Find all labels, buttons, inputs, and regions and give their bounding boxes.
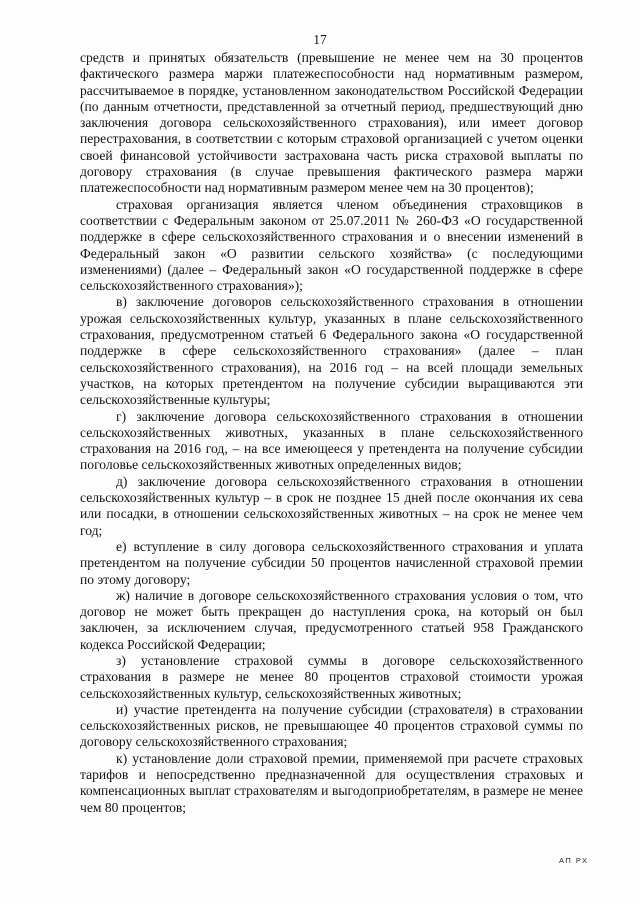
paragraph-item-k: к) установление доли страховой премии, применяемой при расчете страховых тарифов и непосредственно предназначенной для осуществления страховых и компенсационных выплат страхователям и выгодоприобретателям, в размере не менее чем 80 процентов; — [80, 750, 583, 815]
paragraph-item-i: и) участие претендента на получение субсидии (страхователя) в страховании сельскохозяйственных рисков, не превышающее 40 процентов страховой суммы по договору сельскохозяйственного страхования; — [80, 701, 583, 750]
document-body — [80, 50, 583, 816]
paragraph-insurer-membership: страховая организация является членом объединения страховщиков в соответствии с Федеральным законом от 25.07.2011 № 260-ФЗ «О государственной поддержке в сфере сельскохозяйственного страхования и о внесении изменений в Федеральный закон «О развитии сельского хозяйства» (с последующими изменениями) (далее – Федеральный закон «О государственной поддержке в сфере сельскохозяйственного страхования»); — [80, 196, 583, 294]
page-number: 17 — [313, 32, 327, 47]
paragraph-item-v: в) заключение договоров сельскохозяйственного страхования в отношении урожая сельскохозяйственных культур, указанных в плане сельскохозяйственного страхования, предусмотренном статьей 6 Федерального закона «О государственной поддержке в сфере сельскохозяйственного страхования» (далее – план сельскохозяйственного страхования), на 2016 год – на всей площади земельных участков, на которых претендентом на получение субсидии выращиваются эти сельскохозяйственные культуры; — [80, 294, 583, 408]
paragraph-item-z: з) установление страховой суммы в договоре сельскохозяйственного страхования в размере не менее 80 процентов страховой стоимости урожая сельскохозяйственных культур, сельскохозяйственных животных; — [80, 652, 583, 701]
paragraph-continuation: средств и принятых обязательств (превышение не менее чем на 30 процентов фактического размера маржи платежеспособности над нормативным размером, рассчитываемое в порядке, установленном законодательством Российской Федерации (по данным отчетности, представленной за отчетный период, предшествующий дню заключения договора сельскохозяйственного страхования), или имеет договор перестрахования, в соответствии с которым страховой организацией с учетом оценки своей финансовой устойчивости застрахована часть риска страховой выплаты по договору страхования (в случае превышения фактического размера маржи платежеспособности над нормативным размером менее чем на 30 процентов); — [80, 50, 583, 196]
paragraph-item-d: д) заключение договора сельскохозяйственного страхования в отношении сельскохозяйственных культур – в срок не позднее 15 дней после окончания их сева или посадки, в отношении сельскохозяйственных животных – на срок не менее чем год; — [80, 473, 583, 538]
paragraph-item-g: г) заключение договора сельскохозяйственного страхования в отношении сельскохозяйственных животных, указанных в плане сельскохозяйственного страхования на 2016 год, – на все имеющееся у претендента на получение субсидии поголовье сельскохозяйственных животных определенных видов; — [80, 408, 583, 473]
footer-mark: АП РХ — [559, 856, 589, 865]
paragraph-item-e: е) вступление в силу договора сельскохозяйственного страхования и уплата претендентом на получение субсидии 50 процентов начисленной страховой премии по этому договору; — [80, 538, 583, 587]
paragraph-item-zh: ж) наличие в договоре сельскохозяйственного страхования условия о том, что договор не может быть прекращен до наступления срока, на который он был заключен, за исключением случая, предусмотренного статьей 958 Гражданского кодекса Российской Федерации; — [80, 587, 583, 652]
